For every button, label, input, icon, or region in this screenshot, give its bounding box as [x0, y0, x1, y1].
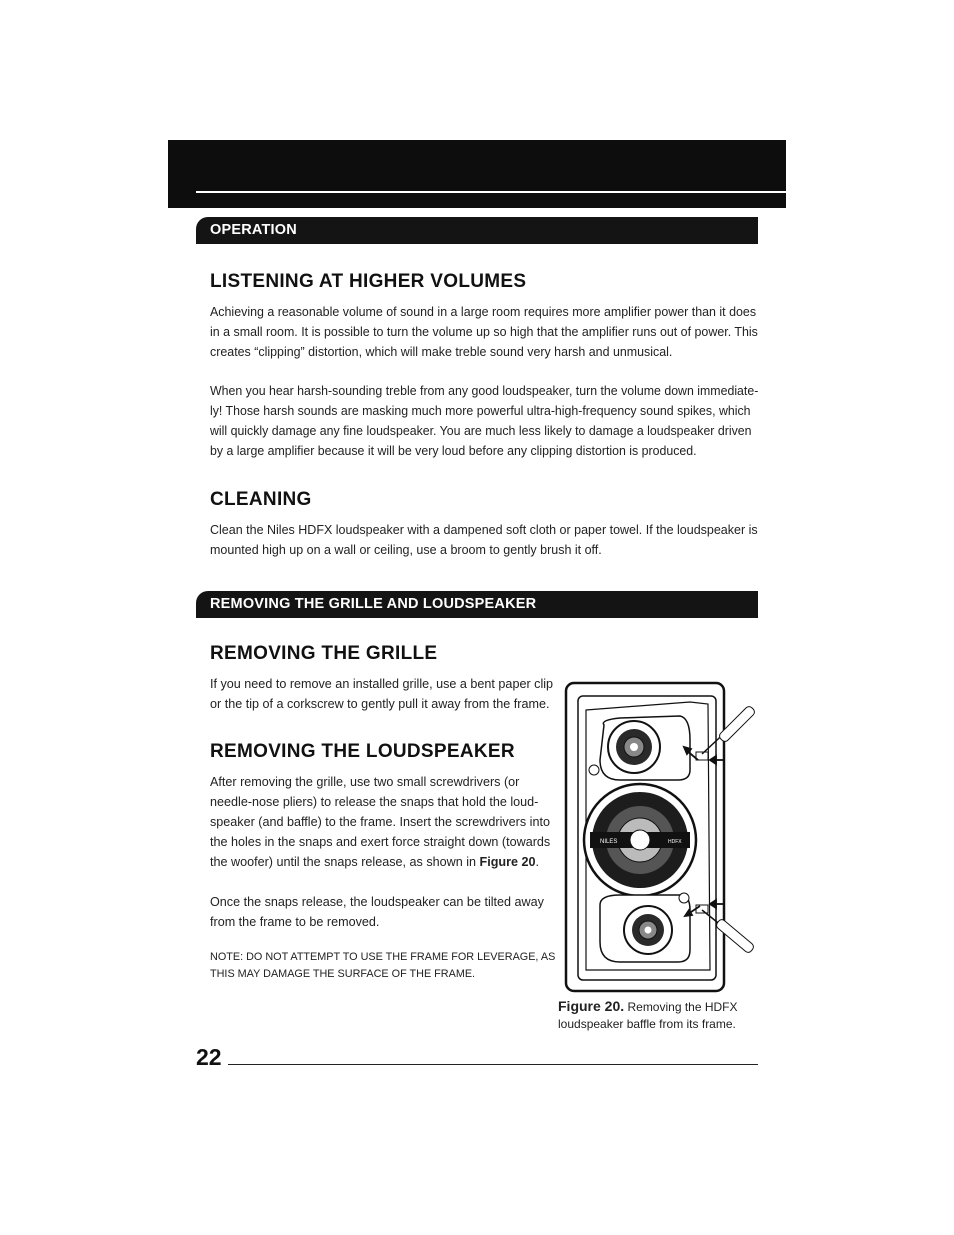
footer-rule	[228, 1064, 758, 1065]
adjust-knob-upper	[589, 765, 599, 775]
note-warning: NOTE: DO NOT ATTEMPT TO USE THE FRAME FOR LEVERAGE, AS THIS MAY DAMAGE THE SURFACE OF THE FRAME.	[210, 951, 556, 980]
lower-midrange-driver	[624, 906, 672, 954]
section-bar-operation: OPERATION	[196, 217, 758, 244]
figure-label: Figure 20.	[558, 998, 625, 1014]
header-bar	[168, 140, 786, 208]
woofer-driver	[584, 784, 696, 896]
figure-20-illustration	[560, 680, 760, 995]
brand-label: NILES	[600, 839, 618, 845]
upper-midrange-driver	[608, 721, 660, 773]
figure-caption: Figure 20. Removing the HDFX loudspeaker baffle from its frame.	[558, 998, 738, 1031]
heading-removing-grille: REMOVING THE GRILLE	[210, 643, 438, 664]
header-rule	[196, 191, 786, 193]
heading-removing-loudspeaker: REMOVING THE LOUDSPEAKER	[210, 741, 515, 762]
paragraph-cleaning: Clean the Niles HDFX loudspeaker with a dampened soft cloth or paper towel. If the loudspeaker is mounted high up on a wall or ceiling, use a broom to gently brush it off.	[210, 523, 758, 557]
paragraph-grille: If you need to remove an installed grille, use a bent paper clip or the tip of a corkscrew to gently pull it away from the frame.	[210, 677, 554, 711]
heading-listening: LISTENING AT HIGHER VOLUMES	[210, 271, 527, 292]
snap-lower	[696, 905, 708, 913]
paragraph-listening-1: Achieving a reasonable volume of sound in a large room requires more amplifier power than it does in a small room. It is possible to turn the volume up so high that the amplifier runs out of power. This creates “clipping” distortion, which will make treble sound very harsh and unmusical.	[210, 305, 758, 359]
adjust-knob-lower	[679, 893, 689, 903]
section-bar-removing: REMOVING THE GRILLE AND LOUDSPEAKER	[196, 591, 758, 618]
model-label: HDFX	[668, 839, 682, 845]
paragraph-loudspeaker-2: Once the snaps release, the loudspeaker can be tilted away from the frame to be removed.	[210, 895, 544, 929]
paragraph-loudspeaker-1: After removing the grille, use two small screwdrivers (or needle-nose pliers) to release the snaps that hold the loud- speaker (and baffle) to the frame. Insert the screwdrivers into the holes in the snaps and exert force straight down (towards the woofer) until the snaps release, as shown in Figure 20.	[210, 775, 551, 869]
page-number: 22	[196, 1044, 222, 1070]
figure-reference: Figure 20	[479, 855, 536, 869]
heading-cleaning: CLEANING	[210, 489, 312, 510]
paragraph-listening-2: When you hear harsh-sounding treble from any good loudspeaker, turn the volume down immediate- ly! Those harsh sounds are masking much more powerful ultra-high-frequency sound spikes, which will quickly damage any fine loudspeaker. You are much less likely to damage a loudspeaker driven by a large amplifier because it will be very loud before any clipping distortion is produced.	[210, 384, 759, 458]
